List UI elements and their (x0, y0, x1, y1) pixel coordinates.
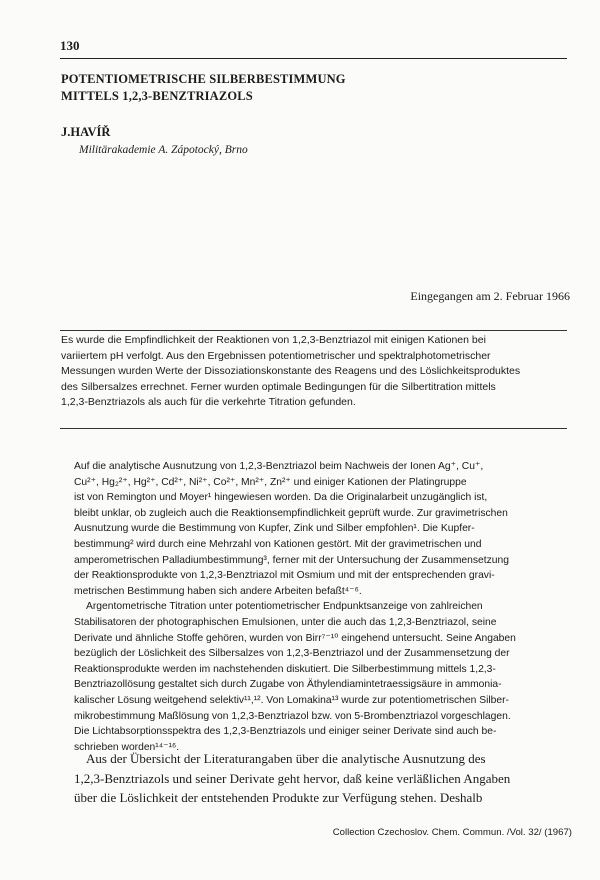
abstract-line: variiertem pH verfolgt. Aus den Ergebnissen potentiometrischer und spektralphotometrischer (61, 349, 491, 362)
title-line: POTENTIOMETRISCHE SILBERBESTIMMUNG (61, 72, 346, 86)
body-line: Stabilisatoren der photographischen Emulsionen, unter die auch das 1,2,3-Benztriazol, seine (74, 616, 497, 628)
page-number: 130 (60, 38, 80, 53)
author-name: J.HAVÍŘ (61, 125, 111, 139)
body-line: amperometrischen Palladiumbestimmung³, ferner mit der Untersuchung der Zusammensetzung (74, 554, 509, 566)
body-line: schrieben worden¹⁴⁻¹⁶. (74, 741, 180, 753)
body-line: Argentometrische Titration unter potentiometrischer Endpunktsanzeige von zahlreichen (86, 601, 483, 613)
body-line: metrischen Bestimmung haben sich andere Arbeiten befaßt⁴⁻⁶. (74, 585, 362, 597)
body-line: bestimmung² wird durch eine Mehrzahl von Kationen gestört. Mit der gravimetrischen und (74, 538, 482, 550)
author-affiliation: Militärakademie A. Zápotocký, Brno (79, 144, 248, 156)
body-line: 1,2,3-Benztriazols und seiner Derivate geht hervor, daß keine verläßlichen Angaben (74, 770, 511, 786)
abstract-line: 1,2,3-Benztriazols als auch für die verkehrte Titration gefunden. (61, 396, 356, 409)
body-line: bezüglich der Löslichkeit des Silbersalzes von 1,2,3-Benztriazol und der Zusammensetzung der (74, 648, 510, 660)
received-date: Eingegangen am 2. Februar 1966 (410, 289, 570, 303)
body-line: Derivate und ähnliche Stoffe gehören, wurden von Birr⁷⁻¹⁰ eingehend untersucht. Seine Angaben (74, 632, 516, 644)
body-line: der Reaktionsprodukte von 1,2,3-Benztriazol mit Osmium und mit der entsprechenden gravi- (74, 570, 495, 582)
abstract-line: des Silbersalzes errechnet. Ferner wurden optimale Bedingungen für die Silbertitration mittels (61, 380, 496, 393)
article-title (61, 71, 541, 105)
body-line: ist von Remington und Moyer¹ hingewiesen worden. Da die Originalarbeit unzugänglich ist, (74, 492, 488, 504)
title-line: MITTELS 1,2,3-BENZTRIAZOLS (61, 89, 253, 103)
main-text (74, 749, 567, 808)
body-line: kalischer Lösung weitgehend selektiv¹¹,¹². Von Lomakina¹³ wurde zur potentiometrischen Silber- (74, 694, 509, 706)
abstract-line: Messungen wurden Werte der Dissoziationskonstante des Reagens und des Löslichkeitsproduktes (61, 365, 521, 378)
body-line: Reaktionsprodukte werden im nachstehenden diskutiert. Die Silberbestimmung mittels 1,2,3- (74, 663, 496, 675)
journal-citation: Collection Czechoslov. Chem. Commun. /Vol. 32/ (1967) (332, 827, 572, 838)
header-rule (60, 58, 567, 59)
abstract-bottom-rule (60, 428, 567, 429)
abstract (61, 333, 565, 411)
introduction-text (74, 459, 567, 755)
abstract-top-rule (60, 330, 567, 331)
abstract-line: Es wurde die Empfindlichkeit der Reaktionen von 1,2,3-Benztriazol mit einigen Kationen bei (61, 334, 486, 346)
body-line: bleibt unklar, ob zugleich auch die Reaktionsempfindlichkeit geprüft wurde. Zur gravimetrischen (74, 507, 508, 519)
body-line: mikrobestimmung Maßlösung von 1,2,3-Benztriazol bzw. von 5-Brombenztriazol vorgeschlagen. (74, 710, 511, 722)
body-line: Aus der Übersicht der Literaturangaben über die analytische Ausnutzung des (86, 751, 486, 766)
body-line: über die Löslichkeit der entstehenden Produkte zur Verfügung stehen. Deshalb (74, 790, 483, 805)
body-line: Auf die analytische Ausnutzung von 1,2,3-Benztriazol beim Nachweis der Ionen Ag⁺, Cu⁺, (74, 461, 484, 472)
body-line: Cu²⁺, Hg₂²⁺, Hg²⁺, Cd²⁺, Ni²⁺, Co²⁺, Mn²⁺, Zn²⁺ und einiger Kationen der Platingruppe (74, 476, 467, 488)
body-line: Benztriazollösung gestaltet sich durch Zugabe von Äthylendiamintetraessigsäure in ammonia- (74, 679, 502, 691)
body-line: Ausnutzung wurde die Bestimmung von Kupfer, Zink und Silber empfohlen¹. Die Kupfer- (74, 523, 475, 535)
body-line: Die Lichtabsorptionsspektra des 1,2,3-Benztriazols und einiger seiner Derivate sind auch be- (74, 726, 497, 738)
